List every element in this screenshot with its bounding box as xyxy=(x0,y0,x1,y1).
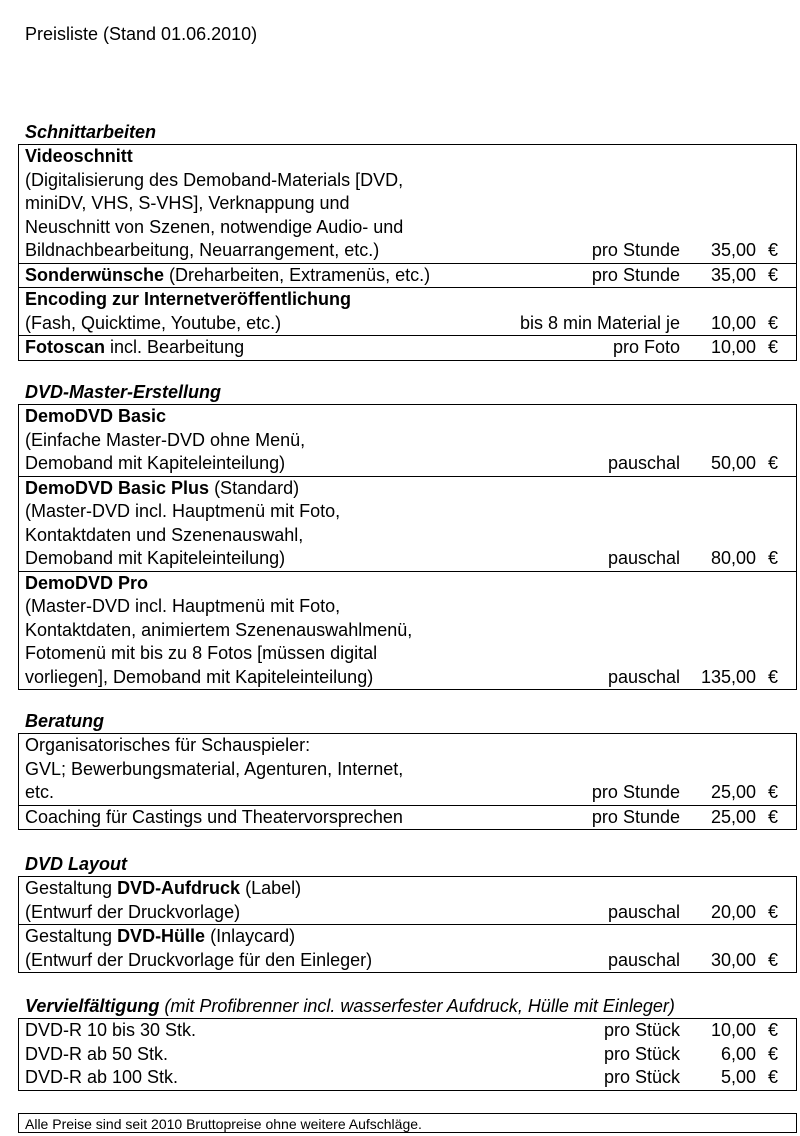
table-row xyxy=(19,1019,796,1043)
item-desc: (Standard) xyxy=(209,477,300,498)
price-table xyxy=(18,404,797,690)
item-organisatorisches xyxy=(19,734,796,805)
item-price: 5,00 xyxy=(720,1067,756,1087)
item-unit: pro Stunde xyxy=(591,240,680,260)
item-name: Videoschnitt xyxy=(25,146,133,166)
page-title: Preisliste (Stand 01.06.2010) xyxy=(25,24,258,44)
section-heading xyxy=(18,995,797,1018)
item-demodvd-pro xyxy=(19,571,796,690)
item-fotoscan xyxy=(19,335,796,360)
item-unit: bis 8 min Material je xyxy=(519,312,680,333)
item-demodvd-basic xyxy=(19,405,796,476)
price-table xyxy=(18,876,797,973)
item-unit: pro Stunde xyxy=(591,264,680,285)
item-desc: Organisatorisches für Schauspieler: xyxy=(25,735,311,755)
item-desc: vorliegen], Demoband mit Kapiteleinteilung) xyxy=(25,666,374,687)
item-unit: pro Stunde xyxy=(591,806,680,827)
item-currency: € xyxy=(767,901,778,922)
item-currency: € xyxy=(767,1067,778,1087)
section-heading-subtitle: (mit Profibrenner incl. wasserfester Aufdruck, Hülle mit Einleger) xyxy=(159,996,675,1016)
item-currency: € xyxy=(767,949,778,970)
item-currency: € xyxy=(767,548,778,568)
item-name: Sonderwünsche xyxy=(25,264,165,285)
item-demodvd-basic-plus xyxy=(19,476,796,571)
footer-note xyxy=(18,1113,797,1133)
item-desc: incl. Bearbeitung xyxy=(105,337,245,357)
price-table xyxy=(18,144,797,361)
item-currency: € xyxy=(767,312,778,333)
item-currency: € xyxy=(767,1020,778,1040)
item-name: DemoDVD Pro xyxy=(25,572,149,593)
item-name: DemoDVD Basic xyxy=(25,406,167,426)
item-unit: pauschal xyxy=(607,949,680,970)
item-price: 35,00 xyxy=(710,240,756,260)
item-price: 30,00 xyxy=(710,949,756,970)
item-desc: DVD-R 10 bis 30 Stk. xyxy=(25,1020,197,1040)
item-name: DVD-Hülle xyxy=(117,926,206,946)
item-dvd-aufdruck xyxy=(19,877,796,924)
item-price: 25,00 xyxy=(710,782,756,802)
section-dvd-layout xyxy=(18,853,797,973)
item-desc: (Fash, Quicktime, Youtube, etc.) xyxy=(25,312,282,333)
item-desc: (Inlaycard) xyxy=(205,926,296,946)
item-desc: Kontaktdaten und Szenenauswahl, xyxy=(25,524,304,545)
item-currency: € xyxy=(767,806,778,827)
item-desc: Neuschnitt von Szenen, notwendige Audio- und xyxy=(25,216,404,237)
item-price: 6,00 xyxy=(720,1043,756,1064)
item-desc: (Digitalisierung des Demoband-Materials [DVD, xyxy=(25,169,404,190)
footer-text: Alle Preise sind seit 2010 Bruttopreise ohne weitere Aufschläge. xyxy=(25,1116,422,1132)
section-heading-title: Vervielfältigung xyxy=(25,996,160,1016)
item-price: 10,00 xyxy=(710,337,756,357)
item-unit: pauschal xyxy=(607,548,680,568)
item-prefix: Gestaltung xyxy=(25,878,118,898)
item-desc: Coaching für Castings und Theatervorsprechen xyxy=(25,806,403,827)
item-currency: € xyxy=(767,1043,778,1064)
item-currency: € xyxy=(767,240,778,260)
item-desc: Demoband mit Kapiteleinteilung) xyxy=(25,453,286,473)
item-unit: pauschal xyxy=(607,901,680,922)
item-desc: DVD-R ab 50 Stk. xyxy=(25,1043,169,1064)
item-desc: (Entwurf der Druckvorlage für den Einleger) xyxy=(25,949,373,970)
item-prefix: Gestaltung xyxy=(25,926,118,946)
price-table xyxy=(18,1018,797,1091)
item-desc: GVL; Bewerbungsmaterial, Agenturen, Internet, xyxy=(25,758,404,779)
item-encoding xyxy=(19,287,796,335)
item-unit: pro Stück xyxy=(603,1067,680,1087)
item-desc: (Dreharbeiten, Extramenüs, etc.) xyxy=(164,264,431,285)
item-desc: Kontaktdaten, animiertem Szenenauswahlmenü, xyxy=(25,619,413,640)
item-currency: € xyxy=(767,453,778,473)
item-name: Fotoscan xyxy=(25,337,106,357)
section-heading: DVD Layout xyxy=(25,854,128,874)
item-currency: € xyxy=(767,782,778,802)
item-unit: pro Stunde xyxy=(591,782,680,802)
item-name: DVD-Aufdruck xyxy=(117,878,241,898)
item-unit: pro Stück xyxy=(603,1043,680,1064)
item-desc: Demoband mit Kapiteleinteilung) xyxy=(25,548,286,568)
section-vervielfaeltigung xyxy=(18,995,797,1091)
item-desc: (Master-DVD incl. Hauptmenü mit Foto, xyxy=(25,501,341,521)
item-desc: (Label) xyxy=(240,878,302,898)
item-dvd-huelle xyxy=(19,924,796,972)
item-desc: (Entwurf der Druckvorlage) xyxy=(25,901,241,922)
item-price: 135,00 xyxy=(700,666,756,687)
item-price: 35,00 xyxy=(710,264,756,285)
item-desc: (Master-DVD incl. Hauptmenü mit Foto, xyxy=(25,596,341,616)
item-videoschnitt xyxy=(19,145,796,263)
item-desc: Fotomenü mit bis zu 8 Fotos [müssen digital xyxy=(25,643,378,663)
item-currency: € xyxy=(767,337,778,357)
item-unit: pro Foto xyxy=(612,337,680,357)
item-desc: miniDV, VHS, S-VHS], Verknappung und xyxy=(25,193,350,213)
section-schnittarbeiten xyxy=(18,121,797,361)
item-desc: etc. xyxy=(25,782,55,802)
item-price: 10,00 xyxy=(710,1020,756,1040)
item-currency: € xyxy=(767,666,778,687)
section-heading: DVD-Master-Erstellung xyxy=(25,382,222,402)
item-currency: € xyxy=(767,264,778,285)
table-row xyxy=(19,1043,796,1067)
item-price: 20,00 xyxy=(710,901,756,922)
item-desc: DVD-R ab 100 Stk. xyxy=(25,1067,179,1087)
item-unit: pauschal xyxy=(607,666,680,687)
item-name: Encoding zur Internetveröffentlichung xyxy=(25,289,352,309)
item-unit: pro Stück xyxy=(603,1020,680,1040)
item-price: 50,00 xyxy=(710,453,756,473)
item-coaching xyxy=(19,805,796,830)
section-beratung xyxy=(18,710,797,830)
price-table xyxy=(18,733,797,830)
item-price: 10,00 xyxy=(710,312,756,333)
item-sonderwuensche xyxy=(19,263,796,288)
item-desc: (Einfache Master-DVD ohne Menü, xyxy=(25,429,306,450)
section-heading: Beratung xyxy=(25,711,105,731)
item-name: DemoDVD Basic Plus xyxy=(25,477,210,498)
item-price: 80,00 xyxy=(710,548,756,568)
item-desc: Bildnachbearbeitung, Neuarrangement, etc.) xyxy=(25,240,380,260)
section-heading: Schnittarbeiten xyxy=(25,122,157,142)
item-price: 25,00 xyxy=(710,806,756,827)
item-unit: pauschal xyxy=(607,453,680,473)
table-row xyxy=(19,1066,796,1090)
section-dvd-master xyxy=(18,381,797,690)
